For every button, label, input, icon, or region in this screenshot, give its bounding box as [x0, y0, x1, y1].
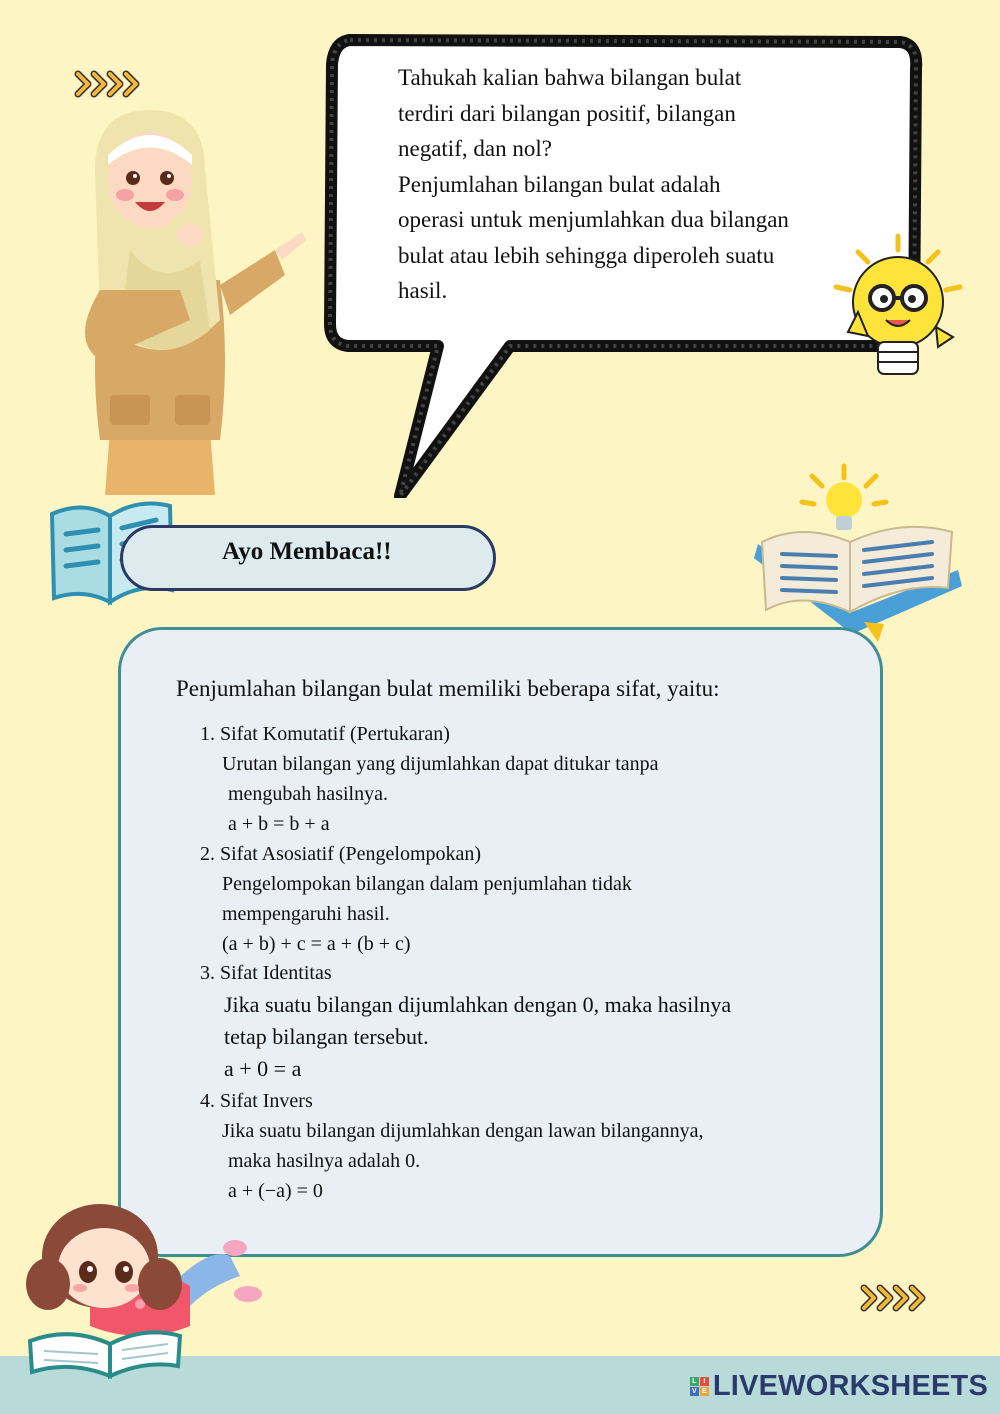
property-item [200, 723, 659, 843]
property-number: 2. [200, 843, 215, 865]
teacher-illustration [70, 110, 310, 495]
brand-logo-icon [690, 1377, 709, 1396]
section-title: Ayo Membaca!! [222, 538, 392, 565]
speech-line: hasil. [398, 278, 448, 303]
property-description: Pengelompokan bilangan dalam penjumlahan tidak [222, 873, 632, 895]
property-description: mempengaruhi hasil. [222, 903, 390, 925]
property-formula: a + b = b + a [228, 813, 330, 835]
book-lightbulb-illustration [752, 462, 964, 652]
card-intro: Penjumlahan bilangan bulat memiliki beberapa sifat, yaitu: [176, 676, 720, 701]
property-formula: a + 0 = a [224, 1056, 302, 1081]
property-item [200, 1090, 704, 1210]
lightbulb-mascot-illustration [828, 232, 968, 392]
chevron-decoration-top [74, 70, 144, 98]
property-formula: a + (−a) = 0 [228, 1180, 323, 1202]
property-title: Sifat Komutatif (Pertukaran) [220, 723, 450, 745]
property-item [200, 962, 731, 1088]
brand-name: LIVEWORKSHEETS [712, 1370, 988, 1402]
property-title: Sifat Invers [220, 1090, 313, 1112]
property-title: Sifat Identitas [220, 962, 332, 984]
property-formula: (a + b) + c = a + (b + c) [222, 933, 411, 955]
property-description: mengubah hasilnya. [228, 783, 388, 805]
reading-girl-illustration [20, 1176, 265, 1382]
brand-logo-letter: I [700, 1377, 709, 1386]
brand-logo-letter: E [700, 1387, 709, 1396]
brand-logo-letter: L [690, 1377, 699, 1386]
property-item [200, 843, 632, 963]
property-description: Urutan bilangan yang dijumlahkan dapat ditukar tanpa [222, 753, 659, 775]
property-description: Jika suatu bilangan dijumlahkan dengan 0, maka hasilnya [224, 992, 732, 1017]
property-description: maka hasilnya adalah 0. [228, 1150, 421, 1172]
property-number: 1. [200, 723, 215, 745]
property-description: Jika suatu bilangan dijumlahkan dengan lawan bilangannya, [222, 1120, 704, 1142]
property-title: Sifat Asosiatif (Pengelompokan) [220, 843, 482, 865]
brand-logo-letter: V [690, 1387, 699, 1396]
chevron-decoration-bottom [860, 1284, 930, 1317]
property-number: 3. [200, 962, 215, 984]
speech-line: bulat atau lebih sehingga diperoleh suatu [398, 242, 775, 268]
speech-text [398, 60, 868, 309]
liveworksheets-brand[interactable] [690, 1370, 988, 1403]
speech-line: terdiri dari bilangan positif, bilangan [398, 100, 736, 126]
speech-line: negatif, dan nol? [398, 136, 552, 161]
property-number: 4. [200, 1090, 215, 1112]
speech-line: operasi untuk menjumlahkan dua bilangan [398, 207, 789, 232]
speech-line: Tahukah kalian bahwa bilangan bulat [398, 65, 742, 90]
speech-line: Penjumlahan bilangan bulat adalah [398, 171, 721, 197]
property-description: tetap bilangan tersebut. [224, 1024, 429, 1049]
